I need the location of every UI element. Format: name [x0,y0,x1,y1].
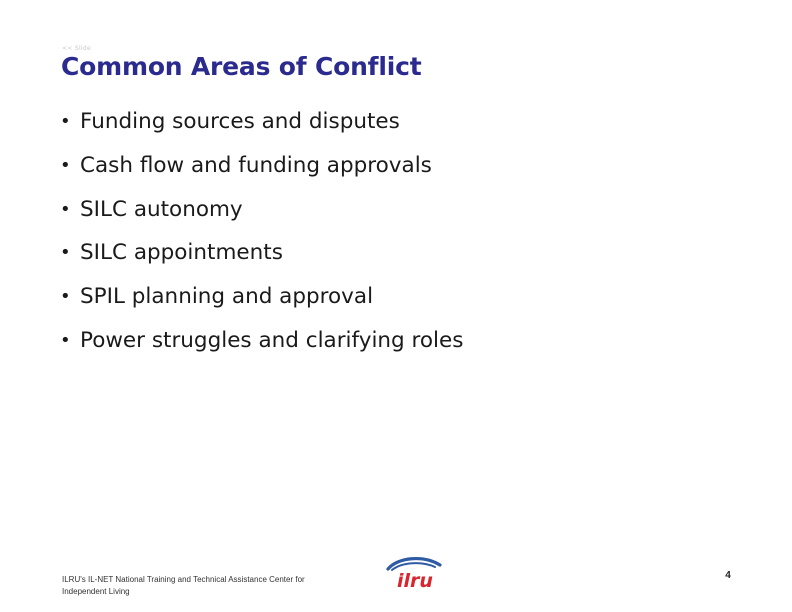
bullet-item [60,144,760,188]
bullet-text: SILC autonomy [80,196,243,222]
bullet-item [60,100,760,144]
bullet-text: Power struggles and clarifying roles [80,327,464,353]
bullet-marker: • [60,155,71,177]
footer-text [62,574,362,597]
bullet-list [60,100,760,362]
bullet-marker: • [60,111,71,133]
bullet-item [60,187,760,231]
bullet-text: Cash flow and funding approvals [80,153,432,179]
bullet-marker: • [60,242,71,264]
ilru-logo-icon [382,555,444,591]
logo-swoosh-inner [392,563,435,570]
bullet-item [60,275,760,319]
bullet-item [60,231,760,275]
bullet-marker: • [60,329,71,351]
slide-title: Common Areas of Conflict [61,52,422,81]
bullet-marker: • [60,286,71,308]
footer-line-2: Independent Living [62,586,130,596]
logo-wordmark: ilru [397,570,433,591]
page-number: 4 [725,570,731,581]
footer-line-1: ILRU's IL-NET National Training and Technical Assistance Center for [62,575,305,584]
slide-kicker: << Slide [62,45,92,52]
bullet-item [60,318,760,362]
bullet-text: Funding sources and disputes [80,109,400,135]
bullet-marker: • [60,198,71,220]
bullet-text: SPIL planning and approval [80,284,374,310]
bullet-text: SILC appointments [80,240,283,266]
